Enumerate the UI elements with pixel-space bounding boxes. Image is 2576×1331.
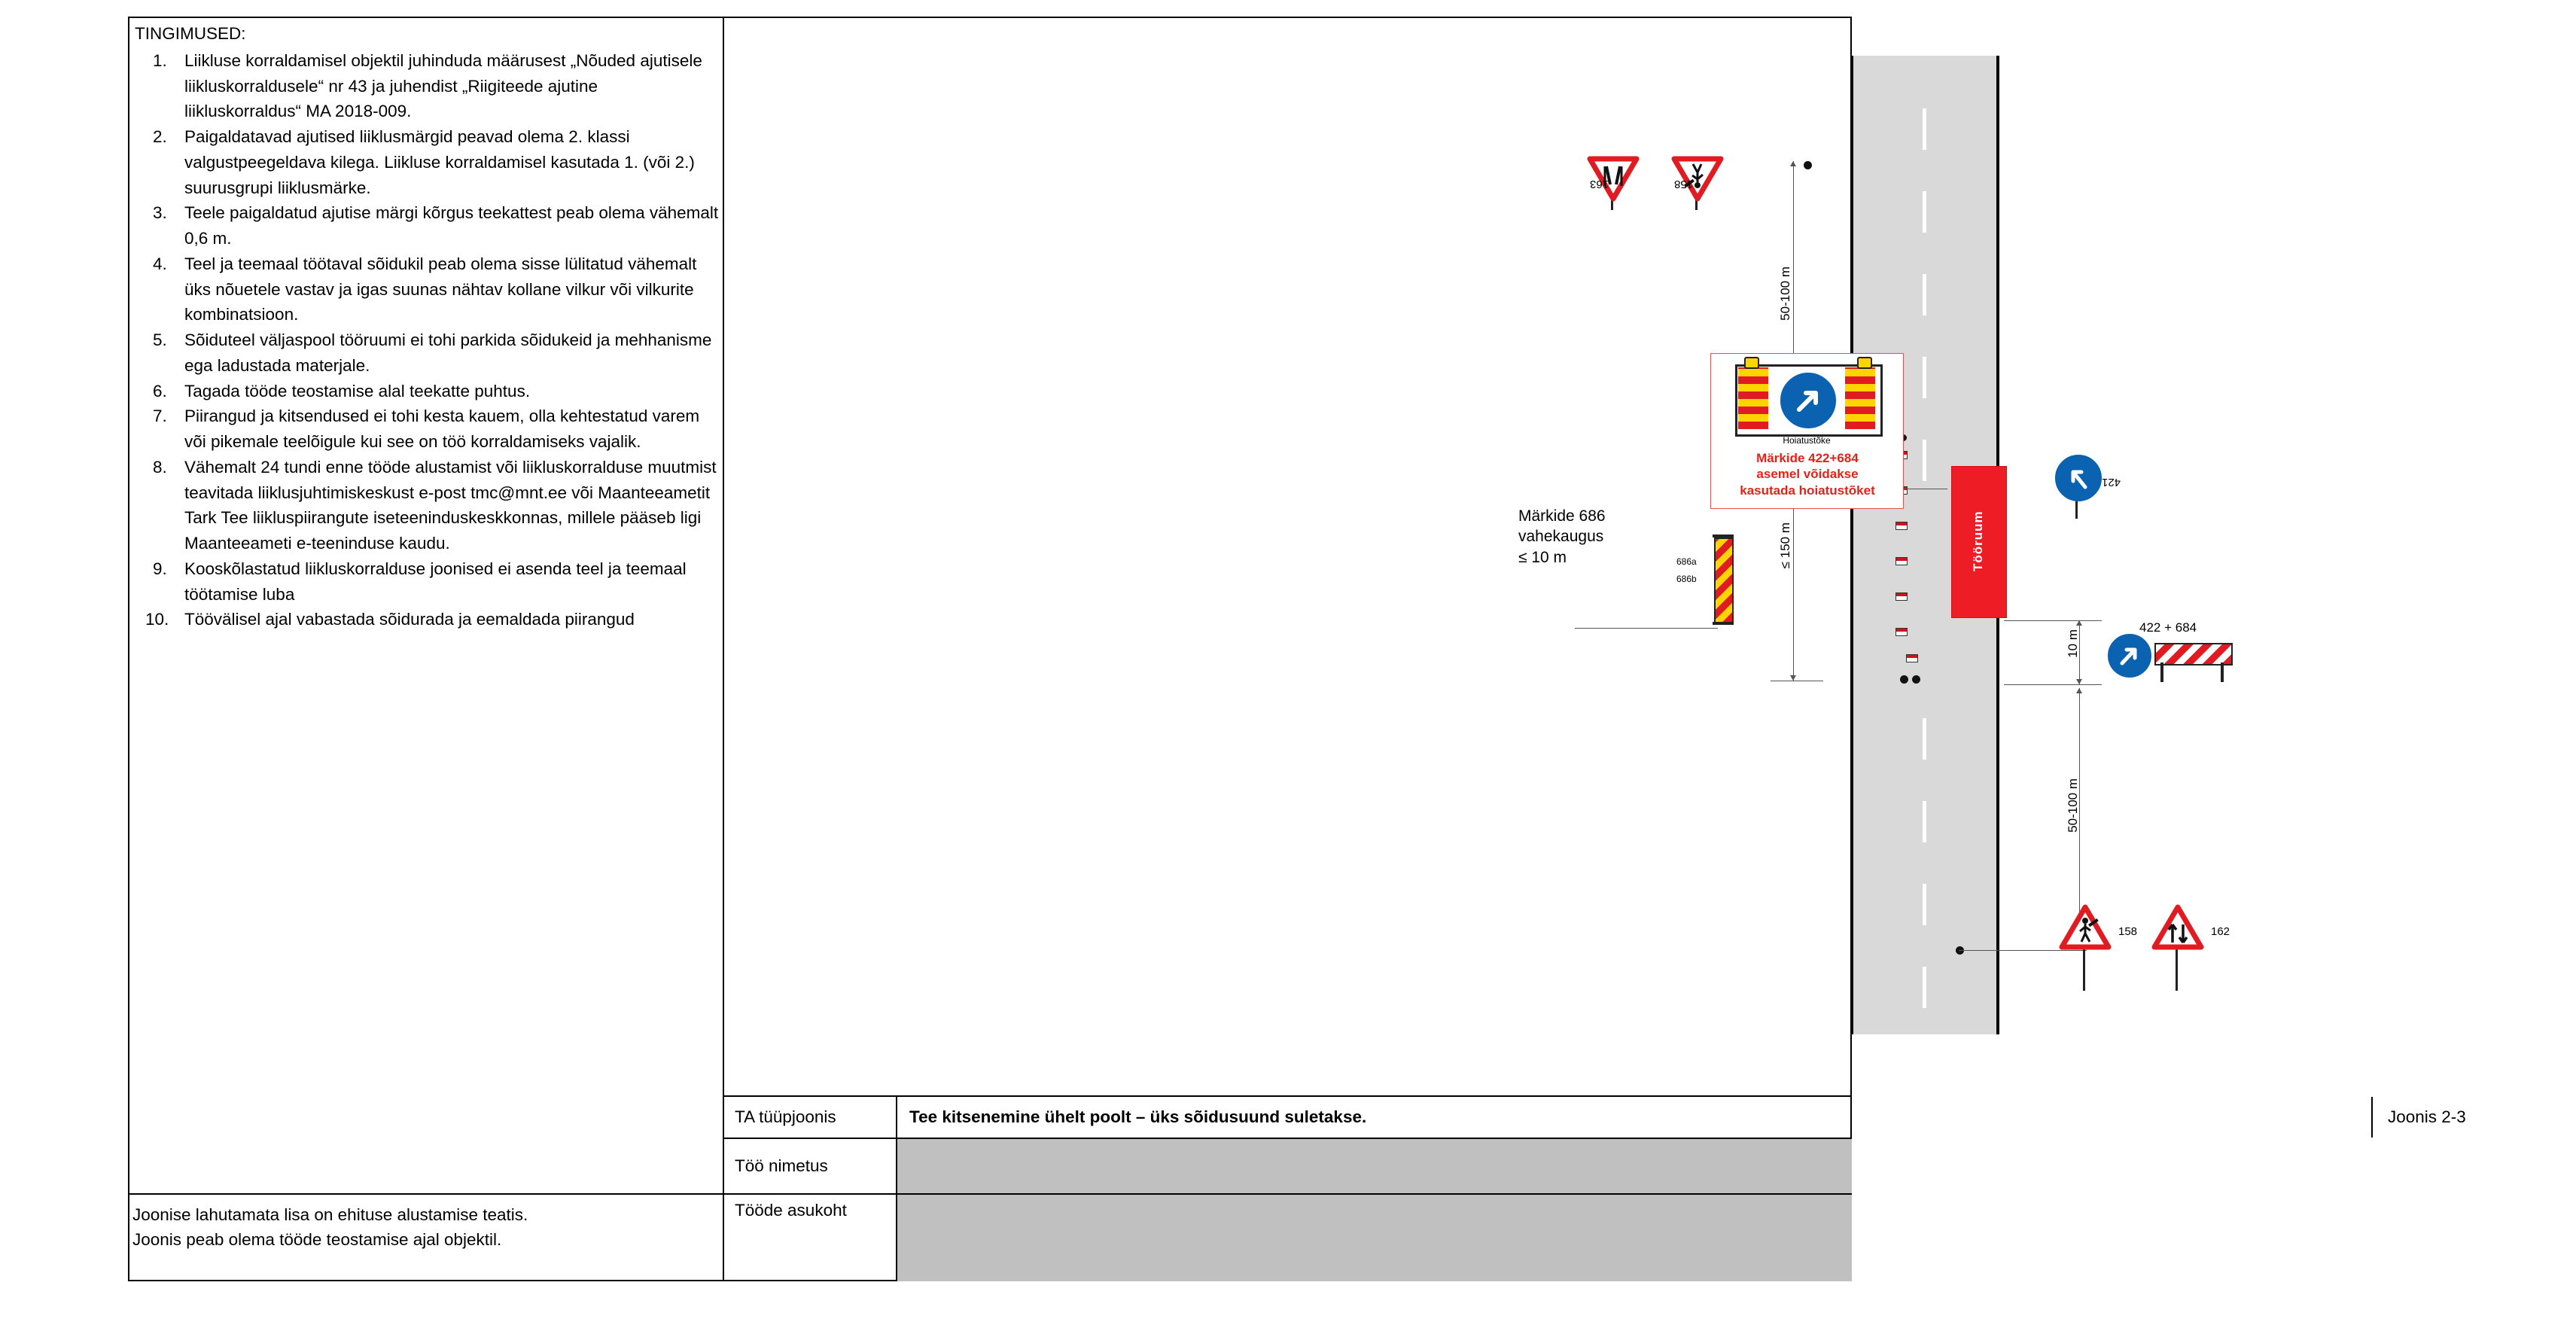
condition-item: [132, 404, 719, 455]
hoiatustoke-caption: Hoiatustõke: [1783, 435, 1831, 446]
condition-text: Tagada tööde teostamise alal teekatte puhtus.: [184, 381, 531, 401]
dimension-tick: [2004, 620, 2102, 621]
condition-number: 5.: [153, 330, 167, 349]
label-686-line2: vahekaugus: [1518, 528, 1604, 546]
condition-item: [132, 200, 719, 251]
condition-text: Töövälisel ajal vabastada sõidurada ja eemaldada piirangud: [184, 610, 635, 629]
cone-marker: [1906, 654, 1918, 662]
conditions-block: [132, 21, 719, 632]
infobox-text: [1717, 450, 1898, 498]
traffic-scheme-drawing: [724, 18, 2230, 1091]
sign-422-pass-on-right[interactable]: [2108, 634, 2151, 678]
title-block-drawing-number: Joonis 2-3: [2388, 1107, 2466, 1126]
sign-686-cap: [1713, 535, 1734, 538]
dimension-arrow: [1790, 675, 1796, 681]
condition-text: Teel ja teemaal töötaval sõidukil peab olema sisse lülitatud vähemalt üks nõuetele vastav ja igas suunas nähtav kollane vilkur või vilkurite kombinatsioon.: [184, 254, 697, 324]
leader-line-686: [1575, 628, 1718, 629]
label-686a: 686a: [1676, 556, 1697, 567]
condition-text: Teele paigaldatud ajutise märgi kõrgus teekattest peab olema vähemalt 0,6 m.: [184, 203, 719, 248]
title-block-drawing-title: Tee kitsenemine ühelt poolt – üks sõidusuund suletakse.: [909, 1107, 1367, 1126]
conditions-list: [132, 48, 719, 632]
condition-item: [132, 379, 719, 404]
condition-text: Paigaldatavad ajutised liiklusmärgid peavad olema 2. klassi valgustpeegeldava kilega. Liikluse korraldamisel kasutada 1. (või 2.) suurusgrupi liiklusmärke.: [184, 127, 695, 197]
condition-text: Piirangud ja kitsendused ei tohi kesta kauem, olla kehtestatud varem või pikemale teelõigule kui see on töö korraldamiseks vajalik.: [184, 407, 700, 451]
cone-marker: [1895, 557, 1908, 565]
hoiatustoke-stripes-left: [1738, 367, 1768, 429]
condition-number: 10.: [145, 610, 169, 629]
condition-text: Kooskõlastatud liikluskorralduse joonised ei asenda teel ja teemaal töötamise luba: [184, 559, 687, 604]
condition-item: [132, 607, 719, 632]
hoiatustoke-stripes-right: [1845, 367, 1875, 429]
cone-marker: [1895, 628, 1908, 636]
condition-number: 2.: [153, 127, 167, 146]
dimension-arrow: [2076, 620, 2082, 626]
point-marker: [1912, 675, 1920, 684]
dimension-tick: [2004, 684, 2102, 685]
title-block-row-location: [724, 1193, 1852, 1281]
condition-number: 4.: [153, 254, 167, 273]
left-column-divider: [128, 1193, 724, 1195]
barrier-leg: [2160, 662, 2163, 682]
work-zone-label: Tööruum: [1971, 510, 1985, 572]
sheet-footer-note: [132, 1203, 720, 1252]
sign-686-base: [1713, 622, 1734, 625]
condition-item: [132, 455, 719, 556]
centre-line-dash: [1923, 440, 1926, 481]
sign-number-158-top: 158: [1674, 178, 1694, 190]
infobox-line1: Märkide 422+684: [1756, 451, 1859, 465]
infobox-line3: kasutada hoiatustõket: [1740, 483, 1875, 498]
footer-note-line2: Joonis peab olema tööde teostamise ajal objektil.: [132, 1229, 502, 1249]
centre-line-dash: [1923, 357, 1926, 398]
condition-text: Vähemalt 24 tundi enne tööde alustamist või liikluskorralduse muutmist teavitada liiklusjuhtimiskeskust e-post tmc@mnt.ee või Maanteeametit Tark Tee liikluspiirangute iseteeninduskeskkonnas, millele pääseb ligi Maanteeameti e-teeninduse kaudu.: [184, 457, 717, 553]
dimension-label-top: 50-100 m: [1778, 267, 1792, 321]
condition-number: 6.: [153, 381, 167, 401]
condition-item: [132, 124, 719, 200]
dimension-label-bottom: 50-100 m: [2066, 778, 2080, 833]
label-686-spacing: [1518, 506, 1654, 568]
work-location-value[interactable]: [897, 1195, 1852, 1281]
condition-text: Sõiduteel väljaspool tööruumi ei tohi parkida sõidukeid ja mehhanisme ega ladustada materjale.: [184, 330, 712, 375]
sign-158-roadworks-top[interactable]: [1673, 152, 1722, 201]
point-marker: [1900, 675, 1908, 684]
sign-162-two-way-traffic[interactable]: [2153, 905, 2203, 954]
sign-421-pass-on-left[interactable]: [2055, 455, 2102, 501]
condition-number: 8.: [153, 457, 167, 477]
condition-number: 1.: [153, 50, 167, 70]
dimension-arrow: [1790, 161, 1796, 166]
conditions-title: TINGIMUSED:: [135, 24, 246, 43]
centre-line-dash: [1923, 108, 1926, 150]
warning-lamp: [1857, 357, 1872, 369]
footer-note-line1: Joonise lahutamata lisa on ehituse alustamise teatis.: [132, 1205, 528, 1224]
dimension-arrow: [2076, 679, 2082, 684]
cone-marker: [1895, 592, 1908, 601]
work-name-label: Töö nimetus: [735, 1156, 828, 1175]
barrier-leg: [2221, 662, 2224, 682]
dimension-label-taper: 10 m: [2066, 629, 2080, 658]
centre-line-dash: [1923, 801, 1926, 842]
sign-number-421: 421: [2102, 476, 2121, 489]
condition-number: 3.: [153, 203, 167, 223]
sign-number-163: 163: [1590, 178, 1609, 190]
title-block-type-label: TA tüüpjoonis: [735, 1107, 836, 1126]
condition-number: 7.: [153, 407, 167, 426]
centre-line-dash: [1923, 967, 1926, 1008]
label-686-line1: Märkide 686: [1518, 507, 1606, 525]
label-422-684: 422 + 684: [2139, 620, 2197, 635]
sign-158-roadworks-bottom[interactable]: [2060, 905, 2110, 954]
label-686-line3: ≤ 10 m: [1518, 548, 1567, 566]
work-location-label: Tööde asukoht: [735, 1201, 847, 1220]
warning-barrier-infobox: [1710, 353, 1904, 509]
centre-line-dash: [1923, 884, 1926, 925]
sign-422-in-infobox: [1780, 373, 1836, 428]
condition-number: 9.: [153, 559, 167, 578]
cone-marker: [1895, 522, 1908, 530]
warning-lamp: [1744, 357, 1759, 369]
dimension-arrow: [2076, 688, 2082, 693]
dimension-label-zone: ≤ 150 m: [1778, 522, 1792, 569]
sign-number-158-bottom: 158: [2118, 925, 2138, 938]
condition-item: [132, 327, 719, 379]
centre-line-dash: [1923, 191, 1926, 233]
infobox-line2: asemel võidakse: [1756, 467, 1859, 482]
centre-line-dash: [1923, 274, 1926, 315]
sign-163-road-narrows[interactable]: [1588, 152, 1638, 201]
condition-item: [132, 251, 719, 327]
condition-item: [132, 556, 719, 608]
condition-item: [132, 48, 719, 124]
title-block-row-work-name: [724, 1138, 1852, 1193]
point-marker: [1804, 161, 1812, 169]
work-name-value[interactable]: [897, 1139, 1852, 1193]
label-686b: 686b: [1676, 574, 1697, 584]
condition-text: Liikluse korraldamisel objektil juhinduda määrusest „Nõuded ajutisele liikluskorraldusele“ nr 43 ja juhendist „Riigiteede ajutine liikluskorraldus“ MA 2018-009.: [184, 50, 702, 121]
sign-number-162: 162: [2211, 925, 2230, 938]
centre-line-dash: [1923, 718, 1926, 760]
sign-686-striped-board[interactable]: [1714, 538, 1734, 623]
title-block-row-type: [724, 1095, 2466, 1138]
road-edge-line-left: [1850, 56, 1853, 1034]
